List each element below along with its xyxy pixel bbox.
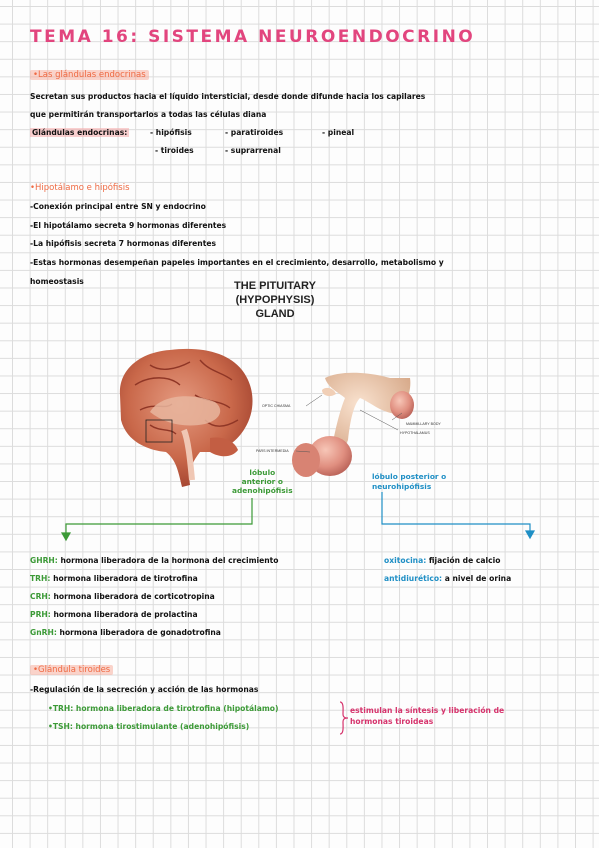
hormone-row: GnRH: hormona liberadora de gonadotrofina (30, 628, 221, 637)
text-line: -El hipotálamo secreta 9 hormonas diferentes (30, 221, 227, 230)
section-heading-tiroides: •Glándula tiroides (30, 665, 113, 675)
page-title: TEMA 16: SISTEMA NEUROENDOCRINO (30, 27, 476, 47)
section-heading-hipotalamo: •Hipotálamo e hipófisis (30, 183, 130, 193)
text-line: -La hipófisis secreta 7 hormonas diferentes (30, 239, 217, 248)
gland-item: - tiroides (155, 146, 194, 155)
anterior-lobe-label: lóbulo anterior o adenohipófisis (232, 468, 293, 495)
brace (340, 702, 348, 734)
tsh-line: •TSH: hormona tirostimulante (adenohipófisis) (48, 722, 250, 731)
brace-text: estimulan la síntesis y liberación de (350, 706, 505, 715)
gland-item: - paratiroides (225, 128, 284, 137)
gland-list-label: Glándulas endocrinas: (32, 128, 128, 137)
gland-item: - suprarrenal (225, 146, 281, 155)
hormone-row: GHRH: hormona liberadora de la hormona del crecimiento (30, 556, 279, 565)
label-pars-intermedia: PARS INTERMEDIA (256, 449, 289, 453)
hormone-row: oxitocina: fijación de calcio (384, 556, 501, 565)
section-heading-glandulas: •Las glándulas endocrinas (30, 70, 149, 80)
hormone-row: CRH: hormona liberadora de corticotropina (30, 592, 215, 601)
text-line: -Conexión principal entre SN y endocrino (30, 202, 206, 211)
text-line: homeostasis (30, 277, 84, 286)
brain-image (120, 349, 253, 487)
hormone-row: antidiurético: a nivel de orina (384, 574, 512, 583)
text-line: -Estas hormonas desempeñan papeles importantes en el crecimiento, desarrollo, metabolismo y (30, 258, 444, 267)
pituitary-zoom-image (292, 373, 414, 477)
trh-line: •TRH: hormona liberadora de tirotrofina (hipotálamo) (48, 704, 279, 713)
label-hypothalamus: HYPOTHALAMUS (400, 431, 430, 435)
gland-item: - hipófisis (150, 128, 192, 137)
label-optic-chiasma: OPTIC CHIASMA (262, 404, 291, 408)
figure-title: THE PITUITARY (HYPOPHYSIS) GLAND (234, 280, 316, 320)
posterior-arrow (382, 492, 534, 538)
text-line: -Regulación de la secreción y acción de las hormonas (30, 685, 259, 694)
anterior-arrow (62, 498, 252, 540)
hormone-row: TRH: hormona liberadora de tirotrofina (30, 574, 198, 583)
gland-item: - pineal (322, 128, 355, 137)
text-line: Secretan sus productos hacia el líquido intersticial, desde donde difunde hacia los capilares (30, 92, 426, 101)
hormone-row: PRH: hormona liberadora de prolactina (30, 610, 198, 619)
posterior-lobe-label: lóbulo posterior o neurohipófisis (372, 472, 447, 491)
brace-text: hormonas tiroideas (350, 717, 434, 726)
label-mammillary-body: MAMMILLARY BODY (406, 422, 441, 426)
text-line: que permitirán transportarlos a todas las células diana (30, 110, 267, 119)
